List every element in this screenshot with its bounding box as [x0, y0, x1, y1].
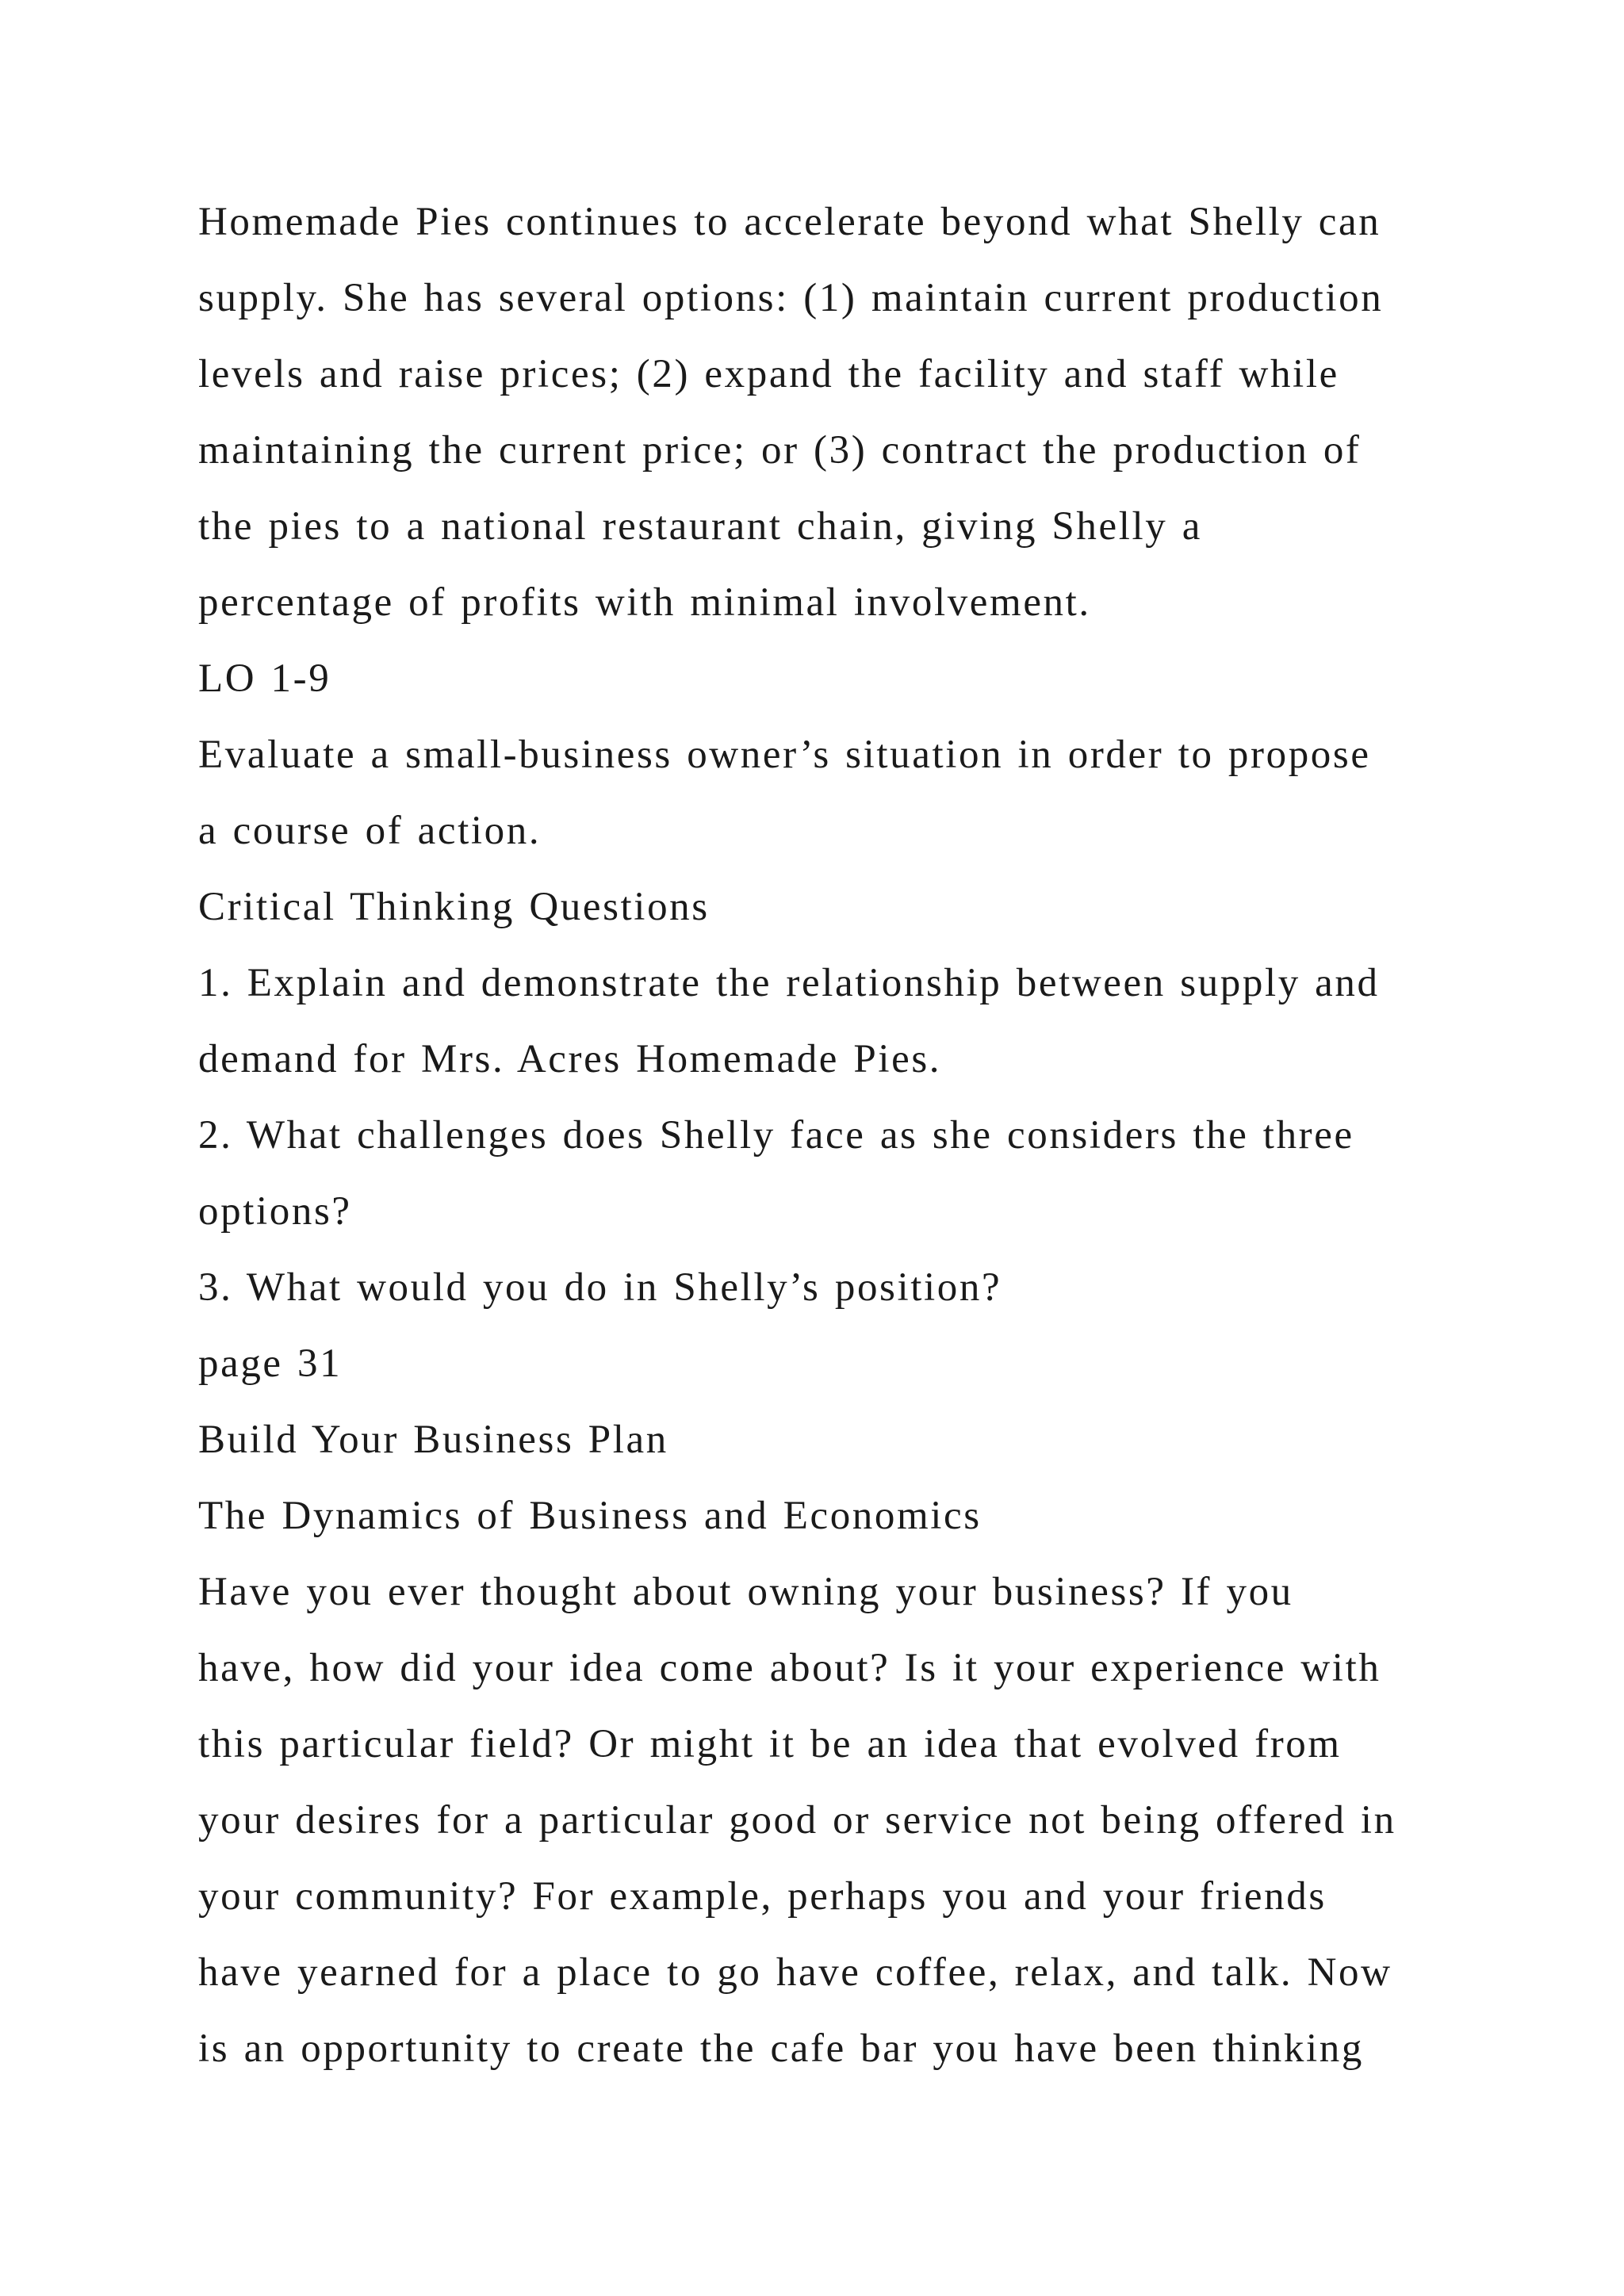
- text-line: supply. She has several options: (1) maintain current production: [198, 276, 1384, 320]
- text-line: have, how did your idea come about? Is it your experience with: [198, 1646, 1381, 1690]
- text-line: have yearned for a place to go have coffee, relax, and talk. Now: [198, 1950, 1392, 1995]
- section-heading: Build Your Business Plan: [198, 1418, 668, 1462]
- question-item: 1. Explain and demonstrate the relationship between supply and: [198, 961, 1380, 1005]
- section-heading: Critical Thinking Questions: [198, 885, 710, 929]
- text-line: is an opportunity to create the cafe bar you have been thinking: [198, 2026, 1364, 2071]
- text-line: the pies to a national restaurant chain, giving Shelly a: [198, 504, 1202, 549]
- text-line: Have you ever thought about owning your business? If you: [198, 1570, 1293, 1614]
- learning-objective-code: LO 1-9: [198, 656, 331, 701]
- question-item: demand for Mrs. Acres Homemade Pies.: [198, 1037, 942, 1081]
- page-marker: page 31: [198, 1341, 343, 1386]
- document-page: [198, 184, 1499, 2087]
- text-line: Homemade Pies continues to accelerate beyond what Shelly can: [198, 200, 1381, 244]
- text-line: maintaining the current price; or (3) contract the production of: [198, 428, 1362, 473]
- text-line: levels and raise prices; (2) expand the facility and staff while: [198, 352, 1339, 396]
- question-item: 2. What challenges does Shelly face as she considers the three: [198, 1113, 1354, 1158]
- question-item: options?: [198, 1189, 352, 1234]
- learning-objective-text: a course of action.: [198, 809, 542, 853]
- text-line: your community? For example, perhaps you and your friends: [198, 1874, 1327, 1919]
- text-line: percentage of profits with minimal involvement.: [198, 580, 1091, 625]
- section-subheading: The Dynamics of Business and Economics: [198, 1494, 982, 1538]
- text-line: this particular field? Or might it be an idea that evolved from: [198, 1722, 1342, 1766]
- question-item: 3. What would you do in Shelly’s position?: [198, 1265, 1002, 1310]
- learning-objective-text: Evaluate a small-business owner’s situation in order to propose: [198, 733, 1371, 777]
- text-line: your desires for a particular good or service not being offered in: [198, 1798, 1396, 1843]
